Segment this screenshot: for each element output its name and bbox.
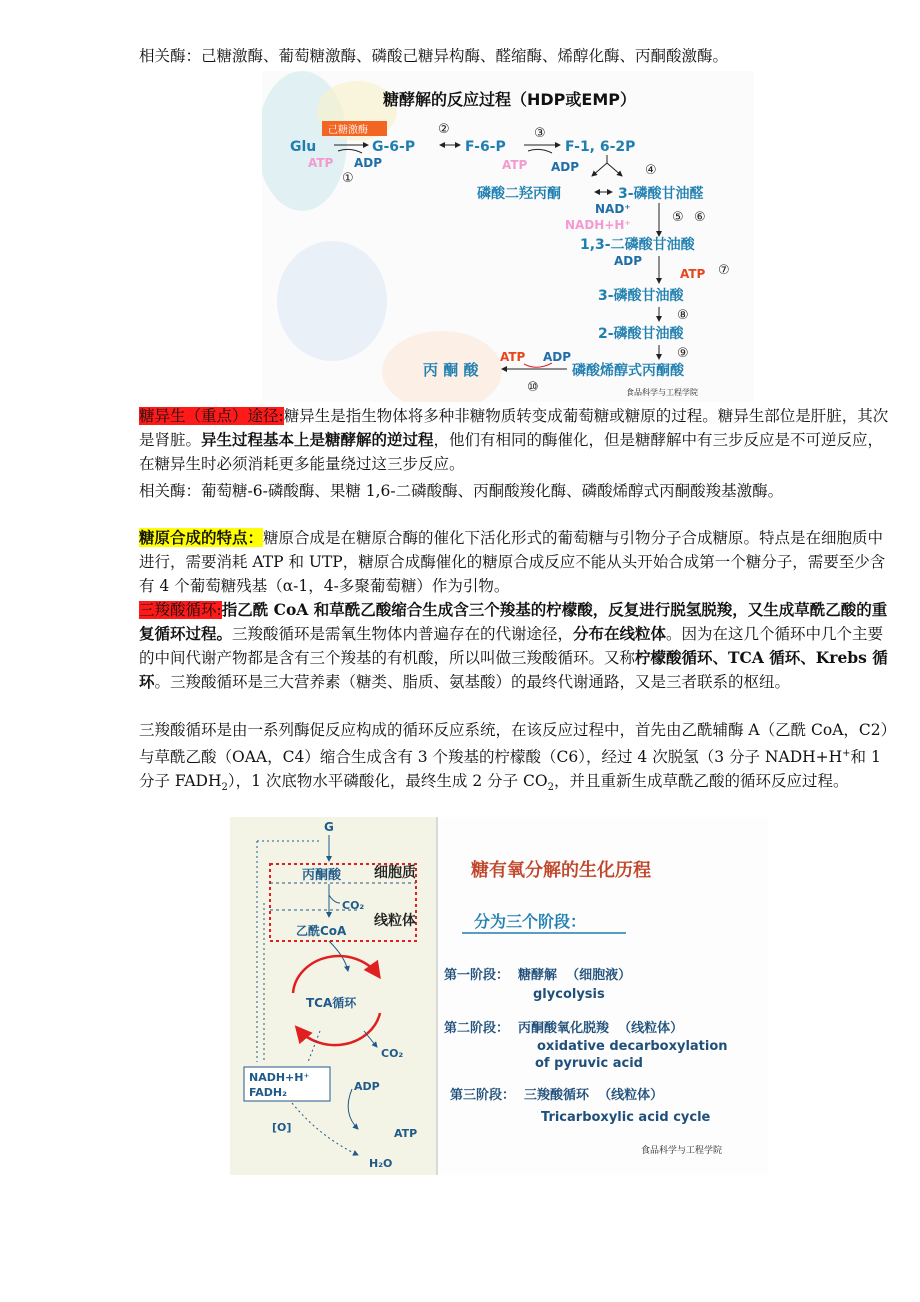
tca-definition: 指乙酰 CoA 和草酰乙酸缩合生成含三个羧基的柠檬酸，反复进行脱氢脱羧，又生成草酰乙酸的重复循环过程。	[139, 600, 888, 643]
f6p-label: F-6-P	[465, 139, 506, 155]
dhap-label: 磷酸二羟丙酮	[477, 186, 561, 202]
atp-label: ATP	[394, 1127, 418, 1140]
nad-label: NAD⁺	[595, 202, 631, 216]
pg3-label: 3-磷酸甘油酸	[598, 288, 684, 304]
co2-label-2: CO₂	[381, 1047, 404, 1060]
glycogen-label: 糖原合成的特点：	[139, 528, 264, 547]
tca-text-3: 。三羧酸循环是三大营养素（糖类、脂质、氨基酸）的最终代谢通路，又是三者联系的枢纽。	[154, 673, 791, 691]
num-6: ⑥	[694, 210, 706, 225]
tca-text-2: 。因为在这几个循环中几个主要的中间代谢产物都是含有三个羧基的有机酸，所以叫做三羧酸循环。又称	[139, 625, 884, 667]
stage1-en: glycolysis	[533, 987, 605, 1002]
stage3-cn: 第三阶段： 三羧酸循环 （线粒体）	[450, 1088, 664, 1103]
fig2-title: 糖有氧分解的生化历程	[471, 860, 651, 881]
stage2-en-1: oxidative decarboxylation	[537, 1039, 728, 1054]
num-4: ④	[645, 163, 657, 178]
tca-label: TCA循环	[306, 996, 357, 1010]
adp-2: ADP	[551, 160, 580, 174]
fadh2-label: FADH₂	[249, 1086, 287, 1099]
atp-3: ATP	[680, 267, 706, 281]
o-label: [O]	[272, 1121, 292, 1134]
num-8: ⑧	[677, 308, 689, 323]
g6p-label: G-6-P	[372, 139, 416, 155]
num-5: ⑤	[672, 210, 684, 225]
num-3: ③	[534, 126, 546, 141]
gluconeogenesis-text-2: ，他们有相同的酶催化，但是糖酵解中有三步反应是不可逆反应，在糖异生时必须消耗更多能量绕过这三步反应。	[139, 431, 884, 473]
gluconeogenesis-text: 糖异生是指生物体将多种非糖物质转变成葡萄糖或糖原的过程。糖异生部位是肝脏，其次是肾脏。	[139, 407, 889, 449]
atp-4: ATP	[500, 350, 526, 364]
tca-location: 分布在线粒体	[573, 624, 667, 643]
adp-3: ADP	[614, 254, 643, 268]
g3p-label: 3-磷酸甘油醛	[618, 186, 704, 202]
pg2-label: 2-磷酸甘油酸	[598, 326, 684, 342]
tca-process-text-4: ，并且重新生成草酰乙酸的循环反应过程。	[553, 772, 849, 791]
glycolysis-figure	[262, 71, 754, 402]
tca-process-text-2: 和 1 分子 FADH	[139, 748, 881, 791]
atp-1: ATP	[308, 156, 334, 170]
tca-paragraph	[139, 598, 891, 694]
num-10: ⑩	[527, 380, 539, 395]
hexokinase-label: 己糖激酶	[328, 125, 368, 136]
num-1: ①	[342, 171, 354, 186]
stage2-cn: 第二阶段： 丙酮酸氧化脱羧 （线粒体）	[444, 1021, 684, 1036]
nadh-label: NADH+H⁺	[565, 218, 631, 232]
tca-aliases: 柠檬酸循环、TCA 循环、Krebs 循环	[139, 648, 888, 691]
aerobic-oxidation-figure	[230, 817, 768, 1175]
fig2-school: 食品科学与工程学院	[641, 1146, 723, 1156]
plus-superscript: +	[842, 748, 851, 759]
stage2-en-2: of pyruvic acid	[535, 1056, 643, 1071]
nadh-label: NADH+H⁺	[249, 1071, 310, 1084]
glycogen-paragraph	[139, 526, 891, 598]
tca-label: 三羧酸循环:	[139, 601, 222, 619]
cytoplasm-label: 细胞质	[374, 865, 416, 881]
stage3-en: Tricarboxylic acid cycle	[541, 1110, 711, 1125]
glycogen-text: 糖原合成是在糖原合酶的催化下活化形式的葡萄糖与引物分子合成糖原。特点是在细胞质中进行，需要消耗 ATP 和 UTP，糖原合成酶催化的糖原合成反应不能从头开始合成第一个糖分子，需要至少含有 4 个葡萄糖残基（α-1，4-多聚葡萄糖）作为引物。	[139, 529, 886, 595]
fadh2-subscript: 2	[221, 782, 228, 794]
co2-subscript: 2	[547, 782, 554, 794]
related-enzymes-gluconeogenesis: 相关酶：葡萄糖-6-磷酸酶、果糖 1,6-二磷酸酶、丙酮酸羧化酶、磷酸烯醇式丙酮酸羧基激酶。	[139, 482, 784, 500]
adp-4: ADP	[543, 350, 572, 364]
bpg13-label: 1,3-二磷酸甘油酸	[580, 237, 695, 253]
f16p-label: F-1, 6-2P	[565, 139, 636, 155]
h2o-label: H₂O	[369, 1157, 393, 1170]
num-2: ②	[438, 122, 450, 137]
fig2-subtitle: 分为三个阶段：	[474, 912, 587, 931]
tca-text-1: 三羧酸循环是需氧生物体内普遍存在的代谢途径，	[232, 625, 574, 643]
pyruvate-label: 丙酮酸	[302, 868, 342, 883]
stage1-cn: 第一阶段： 糖酵解 （细胞液）	[444, 968, 632, 983]
tca-process-paragraph	[139, 718, 891, 800]
acetylcoa-label: 乙酰CoA	[296, 924, 347, 938]
mito-label: 线粒体	[374, 913, 416, 929]
num-9: ⑨	[677, 346, 689, 361]
gluconeogenesis-label: 糖异生（重点）途径:	[139, 407, 284, 425]
figure-title: 糖酵解的反应过程（HDP或EMP）	[383, 90, 636, 109]
related-enzymes-glycolysis: 相关酶：己糖激酶、葡萄糖激酶、磷酸己糖异构酶、醛缩酶、烯醇化酶、丙酮酸激酶。	[139, 47, 729, 65]
g-label: G	[324, 820, 334, 834]
tca-process-text-1: 三羧酸循环是由一系列酶促反应构成的循环反应系统，在该反应过程中，首先由乙酰辅酶 A（乙酰 CoA，C2）与草酰乙酸（OAA，C4）缩合生成含有 3 个羧基的柠檬酸（C6），经过 4 次脱氢（3 分子 NADH+H	[139, 721, 889, 767]
num-7: ⑦	[718, 263, 730, 278]
adp-label: ADP	[354, 1080, 380, 1093]
atp-2: ATP	[502, 158, 528, 172]
school-label: 食品科学与工程学院	[626, 388, 698, 397]
pyruvate-label: 丙 酮 酸	[423, 361, 479, 379]
pep-label: 磷酸烯醇式丙酮酸	[572, 363, 684, 379]
gluconeogenesis-bold: 异生过程基本上是糖酵解的逆过程	[201, 430, 434, 449]
tca-process-text-3: ），1 次底物水平磷酸化，最终生成 2 分子 CO	[227, 772, 548, 791]
adp-1: ADP	[354, 156, 383, 170]
glu-label: Glu	[290, 139, 317, 155]
co2-label-1: CO₂	[342, 899, 365, 912]
gluconeogenesis-paragraph	[139, 404, 891, 476]
